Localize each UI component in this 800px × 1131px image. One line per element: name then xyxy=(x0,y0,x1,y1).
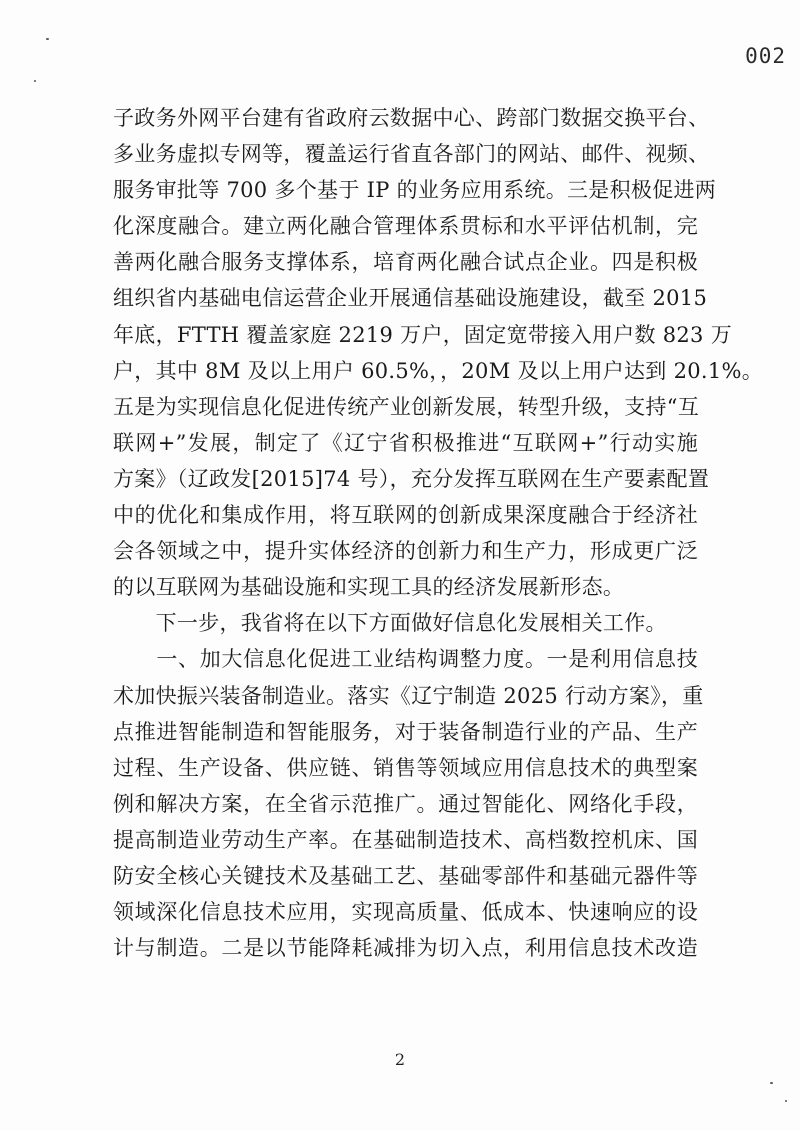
text-line: 子政务外网平台建有省政府云数据中心、跨部门数据交换平台、 xyxy=(113,106,710,130)
corner-page-mark: 002 xyxy=(745,44,786,68)
text-line: 方案》（辽政发[2015]74 号），充分发挥互联网在生产要素配置 xyxy=(113,466,710,491)
text-line: 户，其中 8M 及以上用户 60.5%，，20M 及以上用户达到 20.1%。 xyxy=(113,358,764,383)
text-line: 五是为实现信息化促进传统产业创新发展，转型升级，支持“互 xyxy=(113,394,700,419)
text-line: 例和解决方案，在全省示范推广。通过智能化、网络化手段， xyxy=(113,791,698,816)
text-line: 领域深化信息技术应用，实现高质量、低成本、快速响应的设 xyxy=(113,900,698,925)
text-line: 计与制造。二是以节能降耗减排为切入点，利用信息技术改造 xyxy=(113,936,698,961)
text-line: 点推进智能制造和智能服务，对于装备制造行业的产品、生产 xyxy=(113,719,698,744)
text-line: 服务审批等 700 多个基于 IP 的业务应用系统。三是积极促进两 xyxy=(113,178,717,203)
text-line: 的以互联网为基础设施和实现工具的经济发展新形态。 xyxy=(113,575,625,600)
text-line: 年底，FTTH 覆盖家庭 2219 万户，固定宽带接入用户数 823 万 xyxy=(113,322,732,347)
text-line: 多业务虚拟专网等，覆盖运行省直各部门的网站、邮件、视频、 xyxy=(113,142,710,167)
text-line: 联网+”发展，制定了《辽宁省积极推进“互联网+”行动实施 xyxy=(113,430,698,455)
text-line: 善两化融合服务支撑体系，培育两化融合试点企业。四是积极 xyxy=(113,250,698,275)
text-line: 防安全核心关键技术及基础工艺、基础零部件和基础元器件等 xyxy=(113,863,698,888)
page-number: 2 xyxy=(394,1050,406,1069)
text-line: 中的优化和集成作用，将互联网的创新成果深度融合于经济社 xyxy=(113,503,698,528)
text-line: 术加快振兴装备制造业。落实《辽宁制造 2025 行动方案》，重 xyxy=(113,683,704,708)
body-text xyxy=(113,100,764,966)
text-line: 提高制造业劳动生产率。在基础制造技术、高档数控机床、国 xyxy=(113,827,698,852)
text-line: 会各领域之中，提升实体经济的创新力和生产力，形成更广泛 xyxy=(113,539,698,564)
text-line: 下一步，我省将在以下方面做好信息化发展相关工作。 xyxy=(113,611,667,636)
text-line: 一、加大信息化促进工业结构调整力度。一是利用信息技 xyxy=(113,647,698,672)
text-line: 过程、生产设备、供应链、销售等领域应用信息技术的典型案 xyxy=(113,755,698,780)
text-line: 组织省内基础电信运营企业开展通信基础设施建设，截至 2015 xyxy=(113,286,708,311)
text-line: 化深度融合。建立两化融合管理体系贯标和水平评估机制，完 xyxy=(113,214,698,239)
